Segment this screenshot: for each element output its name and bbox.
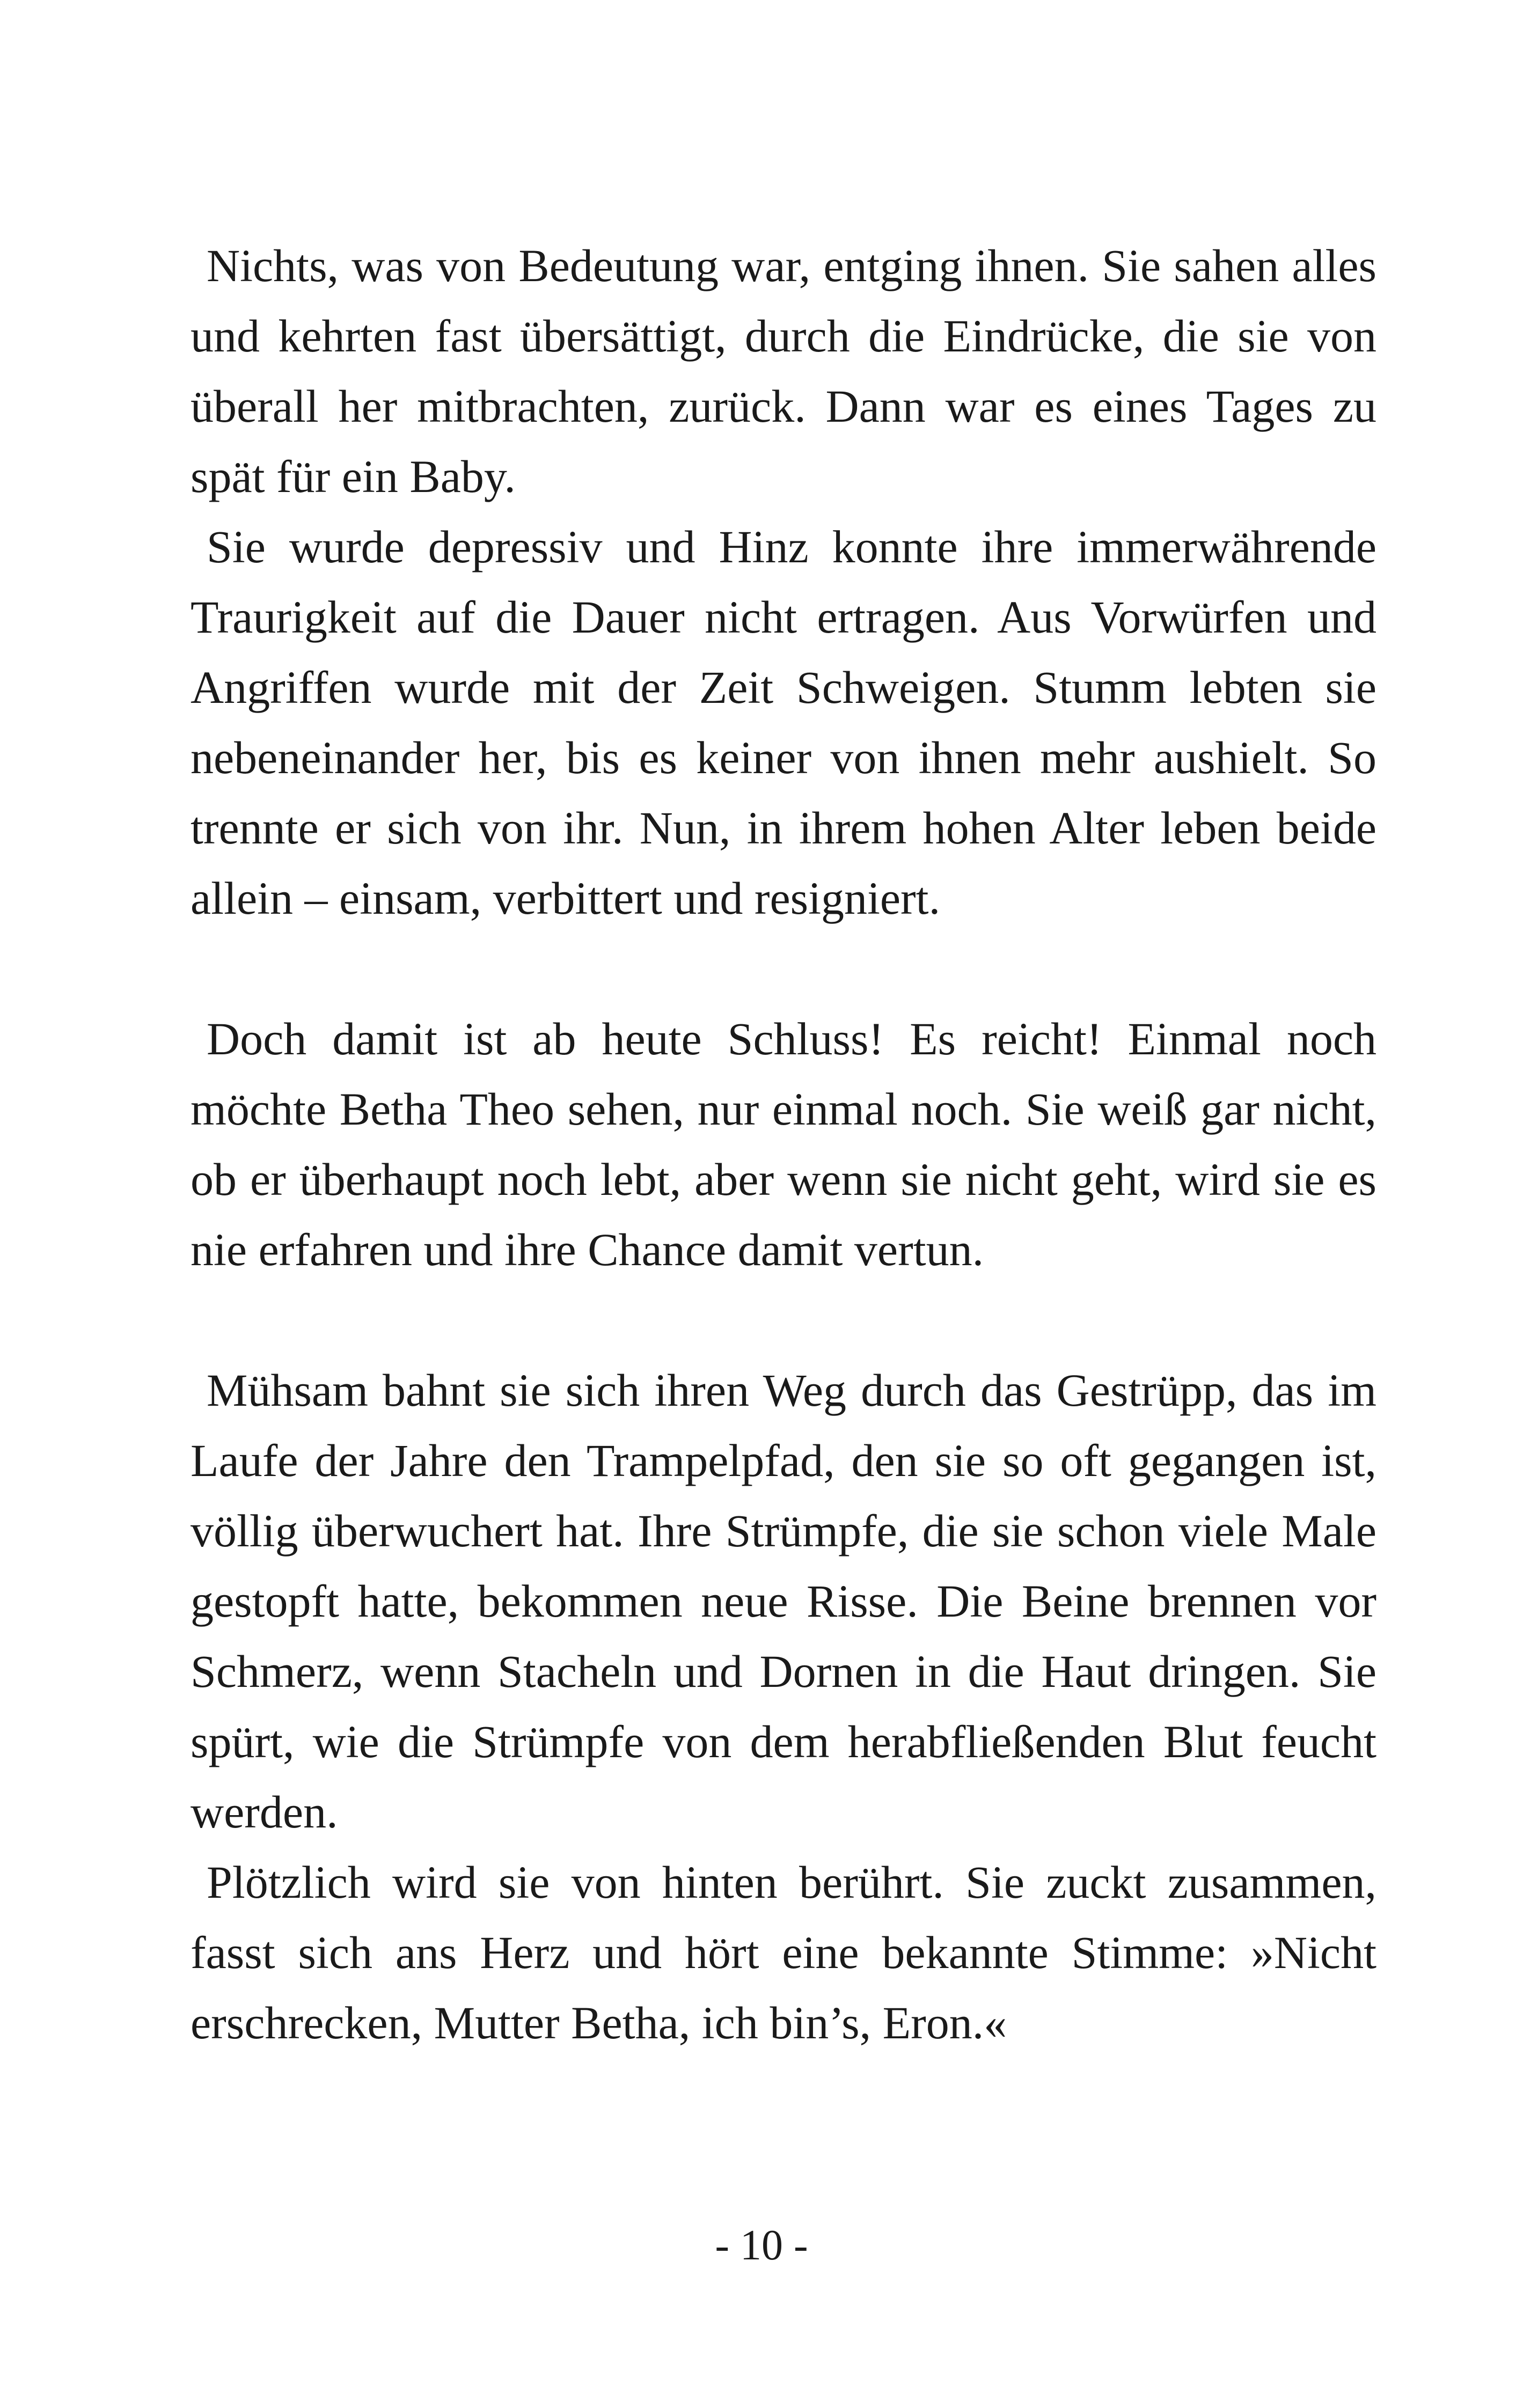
paragraph-spacer: [191, 934, 1376, 1004]
paragraph: Plötzlich wird sie von hinten berührt. Sie zuckt zusammen, fasst sich ans Herz und hört eine bekannte Stimme: »Nicht erschrecken, Mutter Betha, ich bin’s, Eron.«: [191, 1856, 1376, 2049]
paragraph: Sie wurde depressiv und Hinz konnte ihre immerwährende Traurigkeit auf die Dauer nicht ertragen. Aus Vorwürfen und Angriffen wurde mit der Zeit Schweigen. Stumm lebten sie nebeneinander her, bis es keiner von ihnen mehr aushielt. So trennte er sich von ihr. Nun, in ihrem hohen Alter leben beide allein – einsam, verbittert und resigniert.: [191, 521, 1376, 924]
paragraph: Mühsam bahnt sie sich ihren Weg durch das Gestrüpp, das im Laufe der Jahre den Trampelpfad, den sie so oft gegangen ist, völlig überwuchert hat. Ihre Strümpfe, die sie schon viele Male gestopft hatte, bekommen neue Risse. Die Beine brennen vor Schmerz, wenn Stacheln und Dornen in die Haut dringen. Sie spürt, wie die Strümpfe von dem herabfließenden Blut feucht werden.: [191, 1364, 1376, 1838]
paragraph-spacer: [191, 1285, 1376, 1355]
page-number: - 10 -: [715, 2222, 808, 2269]
paragraph: Doch damit ist ab heute Schluss! Es reicht! Einmal noch möchte Betha Theo sehen, nur einmal noch. Sie weiß gar nicht, ob er überhaupt noch lebt, aber wenn sie nicht geht, wird sie es nie erfahren und ihre Chance damit vertun.: [191, 1013, 1376, 1275]
paragraph: Nichts, was von Bedeutung war, entging ihnen. Sie sahen alles und kehrten fast übersättigt, durch die Eindrücke, die sie von überall her mitbrachten, zurück. Dann war es eines Tages zu spät für ein Baby.: [191, 240, 1376, 502]
body-text: [191, 231, 1376, 2058]
